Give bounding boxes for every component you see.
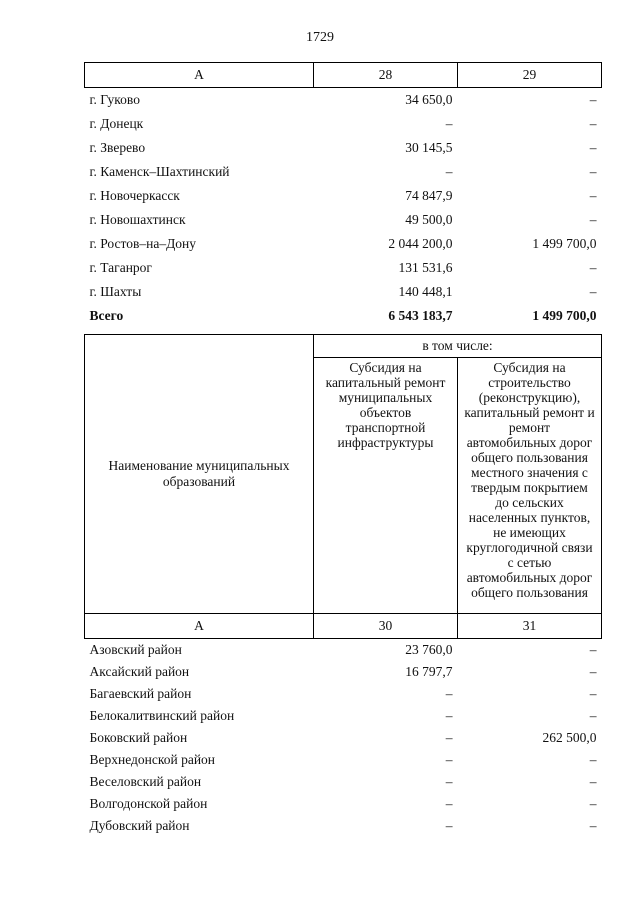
value-cell: –	[589, 92, 597, 107]
value-cell: –	[445, 708, 453, 723]
column-31-header: Субсидия на строительство (реконструкцию), капитальный ремонт и ремонт автомобильных дорог общего пользования местного значения с твердым покрытием до сельских населенных пунктов, не имеющих круглогодичной связи с сетью автомобильных дорог общего пользования	[458, 358, 602, 614]
table-row	[85, 815, 602, 837]
table-row	[85, 639, 602, 662]
municipality-name: Дубовский район	[89, 818, 190, 833]
value-cell: 23 760,0	[405, 642, 453, 657]
municipality-name: Верхнедонской район	[89, 752, 216, 767]
value-cell: –	[589, 664, 597, 679]
municipality-name: Боковский район	[89, 730, 188, 745]
value-cell: –	[445, 686, 453, 701]
subsidy-table-districts	[84, 334, 602, 837]
municipality-name: г. Ростов–на–Дону	[89, 236, 197, 251]
group-header: в том числе:	[314, 335, 602, 358]
municipality-name: Белокалитвинский район	[89, 708, 235, 723]
value-cell: –	[445, 164, 453, 179]
value-cell: –	[445, 774, 453, 789]
value-cell: –	[589, 796, 597, 811]
table-row	[85, 749, 602, 771]
table-row	[85, 256, 602, 280]
value-cell: –	[589, 188, 597, 203]
municipality-name: г. Донецк	[89, 116, 144, 131]
column-index-a: А	[85, 63, 314, 88]
column-index-31: 31	[458, 614, 602, 639]
municipality-name: Багаевский район	[89, 686, 192, 701]
municipality-name: Веселовский район	[89, 774, 202, 789]
value-cell: –	[445, 116, 453, 131]
municipality-name: г. Новошахтинск	[89, 212, 186, 227]
value-cell: –	[589, 260, 597, 275]
table-row	[85, 793, 602, 815]
column-index-28: 28	[314, 63, 458, 88]
column-index-row	[85, 63, 602, 88]
table-row	[85, 160, 602, 184]
value-cell: 74 847,9	[405, 188, 453, 203]
municipality-name: Всего	[89, 308, 124, 323]
table-row	[85, 208, 602, 232]
value-cell: 49 500,0	[405, 212, 453, 227]
table-row	[85, 771, 602, 793]
municipality-name: г. Новочеркасск	[89, 188, 180, 203]
municipality-name: г. Таганрог	[89, 260, 152, 275]
value-cell: –	[589, 752, 597, 767]
municipality-name: Волгодонской район	[89, 796, 208, 811]
table-row	[85, 683, 602, 705]
value-cell: 16 797,7	[405, 664, 453, 679]
value-cell: 30 145,5	[405, 140, 453, 155]
table-row	[85, 661, 602, 683]
column-index-a: А	[85, 614, 314, 639]
municipality-name: г. Каменск–Шахтинский	[89, 164, 230, 179]
column-index-row	[85, 614, 602, 639]
table-row	[85, 280, 602, 304]
table-row	[85, 184, 602, 208]
municipality-name: г. Гуково	[89, 92, 140, 107]
column-30-header: Субсидия на капитальный ремонт муниципальных объектов транспортной инфраструктуры	[314, 358, 458, 614]
value-cell: –	[589, 140, 597, 155]
value-cell: –	[589, 642, 597, 657]
value-cell: –	[589, 774, 597, 789]
value-cell: –	[589, 212, 597, 227]
total-row	[85, 304, 602, 328]
value-cell: –	[589, 818, 597, 833]
value-cell: 1 499 700,0	[532, 308, 597, 323]
table-row	[85, 112, 602, 136]
value-cell: –	[589, 116, 597, 131]
page-number: 1729	[306, 30, 334, 45]
column-index-30: 30	[314, 614, 458, 639]
value-cell: –	[589, 164, 597, 179]
municipality-name: Азовский район	[89, 642, 182, 657]
table-row	[85, 88, 602, 113]
value-cell: –	[445, 730, 453, 745]
column-index-29: 29	[458, 63, 602, 88]
value-cell: 6 543 183,7	[388, 308, 453, 323]
municipality-name: Аксайский район	[89, 664, 190, 679]
table-row	[85, 705, 602, 727]
value-cell: 2 044 200,0	[388, 236, 453, 251]
value-cell: 131 531,6	[398, 260, 453, 275]
value-cell: –	[589, 284, 597, 299]
name-column-header: Наименование муниципальных образований	[85, 335, 314, 614]
group-header-row	[85, 335, 602, 358]
value-cell: 1 499 700,0	[532, 236, 597, 251]
table-row	[85, 232, 602, 256]
municipality-name: г. Зверево	[89, 140, 146, 155]
value-cell: –	[589, 686, 597, 701]
value-cell: 140 448,1	[398, 284, 453, 299]
table-row	[85, 727, 602, 749]
table-row	[85, 136, 602, 160]
subsidy-table-cities	[84, 62, 602, 328]
value-cell: –	[445, 752, 453, 767]
value-cell: 262 500,0	[542, 730, 597, 745]
value-cell: –	[445, 796, 453, 811]
value-cell: –	[589, 708, 597, 723]
municipality-name: г. Шахты	[89, 284, 142, 299]
value-cell: –	[445, 818, 453, 833]
value-cell: 34 650,0	[405, 92, 453, 107]
